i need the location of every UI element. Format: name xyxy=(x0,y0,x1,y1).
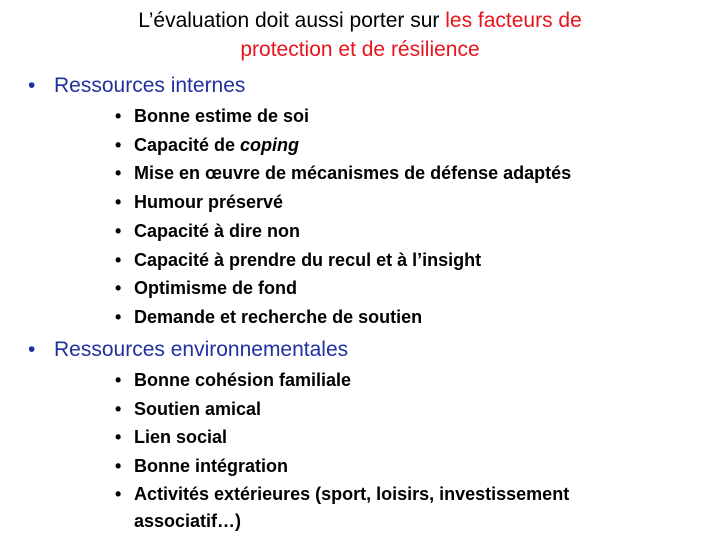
section-bullet: • xyxy=(28,74,36,97)
list-item-text: Capacité de xyxy=(134,134,241,155)
section-bullet: • xyxy=(28,338,36,361)
list-item xyxy=(115,481,654,535)
list-item-text: Demande et recherche de soutien xyxy=(134,306,423,327)
list-item-text: Mise en œuvre de mécanismes de défense adaptés xyxy=(134,163,572,184)
list-item xyxy=(115,366,654,395)
section-heading-environmental xyxy=(28,337,348,363)
environmental-resources-list xyxy=(115,366,654,535)
list-bullet: • xyxy=(115,163,122,184)
list-bullet: • xyxy=(115,306,122,327)
list-bullet: • xyxy=(115,483,122,504)
internal-resources-list xyxy=(115,102,571,332)
list-item-text: Soutien amical xyxy=(134,398,262,419)
list-item xyxy=(115,102,571,131)
list-item-text: Bonne estime de soi xyxy=(134,106,310,126)
list-bullet: • xyxy=(115,278,122,299)
section-heading-label: Ressources environnementales xyxy=(54,338,349,361)
title-text-part1: L’évaluation doit aussi porter sur xyxy=(138,9,446,32)
list-bullet: • xyxy=(115,192,122,213)
list-item-text: Lien social xyxy=(134,427,228,448)
list-item-text: Capacité à prendre du recul et à l’insight xyxy=(134,249,482,270)
list-bullet: • xyxy=(115,427,122,448)
list-bullet: • xyxy=(115,456,122,477)
list-item-text: Optimisme de fond xyxy=(134,278,298,299)
list-bullet: • xyxy=(115,220,122,241)
list-item xyxy=(115,395,654,424)
slide-title xyxy=(40,6,680,64)
list-item-emphasis: coping xyxy=(240,134,300,155)
section-heading-internal xyxy=(28,73,245,99)
list-bullet: • xyxy=(115,370,122,390)
list-item xyxy=(115,188,571,217)
list-item-text: Humour préservé xyxy=(134,192,284,213)
list-item xyxy=(115,159,571,188)
list-item xyxy=(115,246,571,275)
list-bullet: • xyxy=(115,398,122,419)
list-item xyxy=(115,217,571,246)
list-item-text: Activités extérieures (sport, loisirs, investissement associatif…) xyxy=(134,483,570,531)
title-highlight-part1: les facteurs de xyxy=(445,9,582,32)
list-item xyxy=(115,303,571,332)
list-bullet: • xyxy=(115,134,122,155)
list-bullet: • xyxy=(115,106,122,126)
list-item-text: Bonne intégration xyxy=(134,456,288,477)
list-item-text: Bonne cohésion familiale xyxy=(134,370,352,390)
list-bullet: • xyxy=(115,249,122,270)
list-item xyxy=(115,131,571,160)
list-item-text: Capacité à dire non xyxy=(134,220,301,241)
title-highlight-part2: protection et de résilience xyxy=(240,38,480,61)
list-item xyxy=(115,452,654,481)
list-item xyxy=(115,423,654,452)
section-heading-label: Ressources internes xyxy=(54,74,246,97)
list-item xyxy=(115,274,571,303)
